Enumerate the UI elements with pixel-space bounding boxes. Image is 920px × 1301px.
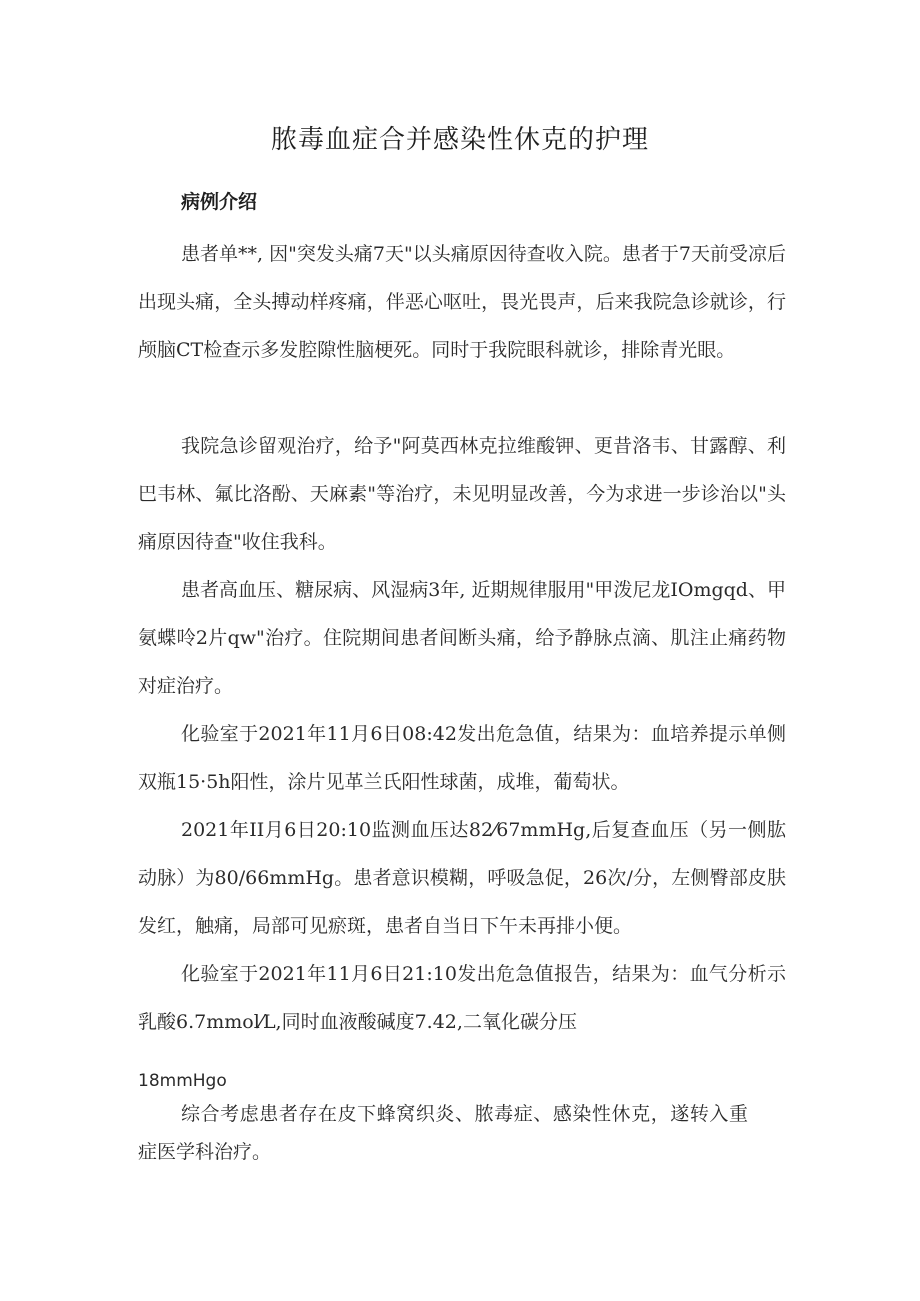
paragraph-2	[138, 422, 786, 566]
paragraph-text: 化验室于2021年11月6日21:10发出危急值报告，结果为：血气分析示乳酸6.7mmol⁄L,同时血液酸碱度7.42,二氧化碳分压	[138, 963, 786, 1033]
paragraph-text: 2021年II月6日20:10监测血压达82⁄67mmHg,后复查血压（另一侧肱动脉）为80/66mmHg。患者意识模糊，呼吸急促，26次/分，左侧臀部皮肤发红，触痛，局部可见瘀斑，患者自当日下午未再排小便。	[138, 819, 786, 937]
paragraph-text: 综合考虑患者存在皮下蜂窝织炎、脓毒症、感染性休克，遂转入重症医学科治疗。	[138, 1103, 748, 1163]
document-title: 脓毒血症合并感染性休克的护理	[270, 125, 649, 155]
section-heading: 病例介绍	[181, 191, 258, 213]
paragraph-text: 患者单**, 因"突发头痛7天"以头痛原因待查收入院。患者于7天前受凉后出现头痛，全头搏动样疼痛，伴恶心呕吐，畏光畏声，后来我院急诊就诊，行颅脑CT检查示多发腔隙性脑梗死。同时于我院眼科就诊，排除青光眼。	[138, 243, 786, 361]
paragraph-3	[138, 566, 786, 710]
paragraph-text: 患者高血压、糖尿病、风湿病3年, 近期规律服用"甲泼尼龙IOmgqd、甲氨蝶呤2片qw"治疗。住院期间患者间断头痛，给予静脉点滴、肌注止痛药物对症治疗。	[138, 579, 786, 697]
paragraph-7	[138, 1066, 786, 1096]
paragraph-text: 化验室于2021年11月6日08:42发出危急值，结果为：血培养提示单侧双瓶15·5h阳性，涂片见革兰氏阳性球菌，成堆，葡萄状。	[138, 723, 786, 793]
paragraph-text: 18mmHgo	[138, 1071, 227, 1091]
paragraph-8	[138, 1095, 748, 1171]
paragraph-text: 我院急诊留观治疗，给予"阿莫西林克拉维酸钾、更昔洛韦、甘露醇、利巴韦林、氟比洛酚、天麻素"等治疗，未见明显改善，今为求进一步诊治以"头痛原因待查"收住我科。	[138, 435, 786, 553]
paragraph-4	[138, 710, 786, 806]
paragraph-6	[138, 950, 786, 1046]
paragraph-1	[138, 230, 786, 374]
paragraph-5	[138, 806, 786, 950]
